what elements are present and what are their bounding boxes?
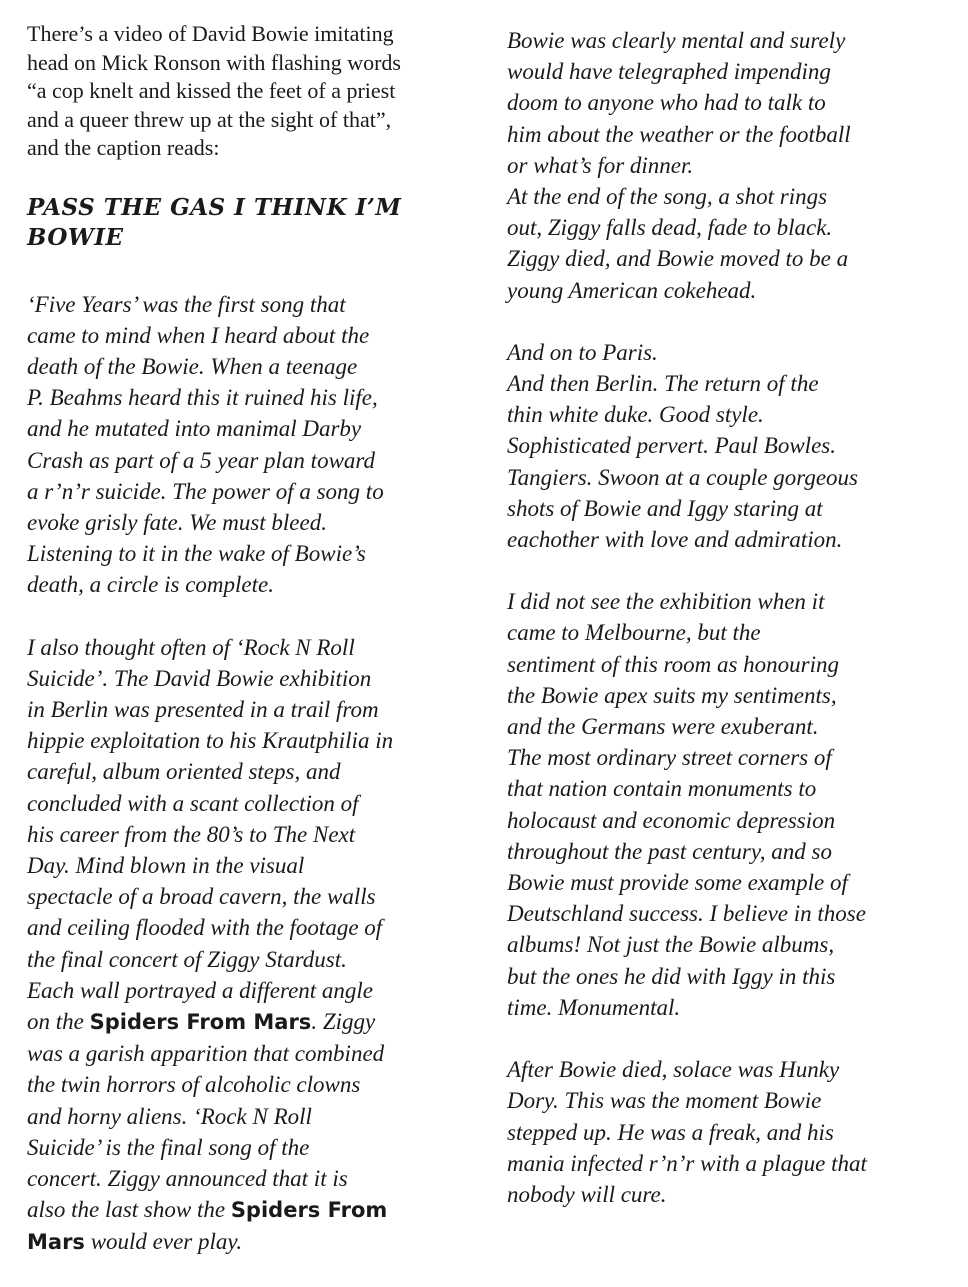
hunky-dory-paragraph: After Bowie died, solace was Hunky Dory. This was the moment Bowie stepped up. He was a freak, and his mania infected r’n’r with a plague that nobody will cure. xyxy=(507,1057,867,1207)
video-caption-heading: PASS THE GAS I THINK I’M BOWIE xyxy=(27,193,402,251)
left-column xyxy=(27,20,467,1259)
paragraph-text: would ever play. xyxy=(84,1229,243,1255)
band-name-spiders-from-mars: Spiders From Mars xyxy=(89,1009,312,1034)
melbourne-exhibition-paragraph: I did not see the exhibition when it came to Melbourne, but the sentiment of this room as honouring the Bowie apex suits my sentiments, and the Germans were exuberant. The most ordinary street corners of that nation contain monuments to holocaust and economic depression throughout the past century, and so Bowie must provide some example of Deutschland success. I believe in those albums! Not just the Bowie albums, but the ones he did with Iggy in this time. Monumental. xyxy=(507,589,866,1020)
paragraph-text: . Ziggy was a garish apparition that combined the twin horrors of alcoholic clowns and horny aliens. ‘Rock N Roll Suicide’ is the final song of the concert. Ziggy announced that it is also the last show the xyxy=(27,1008,385,1223)
paragraph-text: I also thought often of ‘Rock N Roll Suicide’. The David Bowie exhibition in Berlin was presented in a trail from hippie exploitation to his Krautphilia in careful, album oriented steps, and concluded with a scant collection of his career from the 80’s to The Next Day. Mind blown in the visual spectacle of a broad cavern, the walls and ceiling flooded with the footage of the final concert of Ziggy Stardust. Each wall portrayed a different angle on the xyxy=(27,634,394,1034)
intro-paragraph: There’s a video of David Bowie imitating head on Mick Ronson with flashing words “a cop knelt and kissed the feet of a priest and a queer threw up at the sight of that”, and the caption reads: xyxy=(27,21,401,160)
rock-n-roll-suicide-paragraph xyxy=(27,632,467,1259)
band-name-spiders-from-mars: Spiders From Mars xyxy=(27,1198,388,1255)
right-column xyxy=(507,25,947,1210)
paris-berlin-paragraph: And on to Paris. And then Berlin. The return of the thin white duke. Good style. Sophisticated pervert. Paul Bowles. Tangiers. Swoon at a couple gorgeous shots of Bowie and Iggy staring at eachother with love and admiration. xyxy=(507,339,858,553)
five-years-paragraph: ‘Five Years’ was the first song that came to mind when I heard about the death of the Bowie. When a teenage P. Beahms heard this it ruined his life, and he mutated into manimal Darby Crash as part of a 5 year plan toward a r’n’r suicide. The power of a song to evoke grisly fate. We must bleed. Listening to it in the wake of Bowie’s death, a circle is complete. xyxy=(27,291,384,598)
ziggy-dies-paragraph: Bowie was clearly mental and surely would have telegraphed impending doom to anyone who had to talk to him about the weather or the football or what’s for dinner. At the end of the song, a shot rings out, Ziggy falls dead, fade to black. Ziggy died, and Bowie moved to be a young American cokehead. xyxy=(507,28,851,303)
